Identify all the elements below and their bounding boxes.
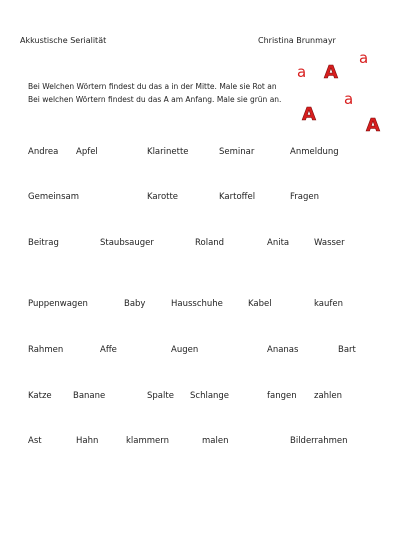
word-item: Affe [100,345,117,355]
word-item: Gemeinsam [28,192,79,202]
word-item: Bilderrahmen [290,436,348,446]
word-item: Rahmen [28,345,64,355]
worksheet-title: Akkustische Serialität [20,36,107,45]
word-item: Schlange [190,391,230,401]
word-item: Banane [73,391,106,401]
decorative-letter-capital-a: A [324,62,338,83]
word-item: Wasser [314,238,345,248]
decorative-letter-capital-a: A [366,115,380,136]
word-item: Kabel [248,299,272,309]
word-item: Baby [124,299,146,309]
decorative-letter-capital-a: A [302,104,316,125]
word-item: zahlen [314,391,343,401]
word-item: Anita [267,238,290,248]
decorative-letter-a: a [359,49,369,67]
word-item: klammern [126,436,170,446]
instruction-line-2: Bei welchen Wörtern findest du das A am Anfang. Male sie grün an. [28,95,282,104]
word-item: Anmeldung [290,147,339,157]
word-item: Hausschuhe [171,299,223,309]
word-item: Beitrag [28,238,59,248]
word-item: Fragen [290,192,319,202]
word-item: Andrea [28,147,59,157]
word-item: Ananas [267,345,299,355]
word-item: Klarinette [147,147,189,157]
word-item: Katze [28,391,52,401]
word-item: malen [202,436,229,446]
author-name: Christina Brunmayr [258,36,336,45]
word-item: Karotte [147,192,179,202]
decorative-letter-a: a [344,90,354,108]
word-item: kaufen [314,299,343,309]
word-item: Hahn [76,436,99,446]
word-item: Ast [28,436,42,446]
decorative-letter-a: a [297,63,307,81]
word-item: fangen [267,391,297,401]
word-item: Bart [338,345,356,355]
word-item: Seminar [219,147,255,157]
word-item: Spalte [147,391,174,401]
word-item: Kartoffel [219,192,256,202]
word-item: Augen [171,345,199,355]
word-item: Roland [195,238,225,248]
word-item: Puppenwagen [28,299,88,309]
word-item: Apfel [76,147,98,157]
word-item: Staubsauger [100,238,154,248]
instruction-line-1: Bei Welchen Wörtern findest du das a in der Mitte. Male sie Rot an [28,82,277,91]
